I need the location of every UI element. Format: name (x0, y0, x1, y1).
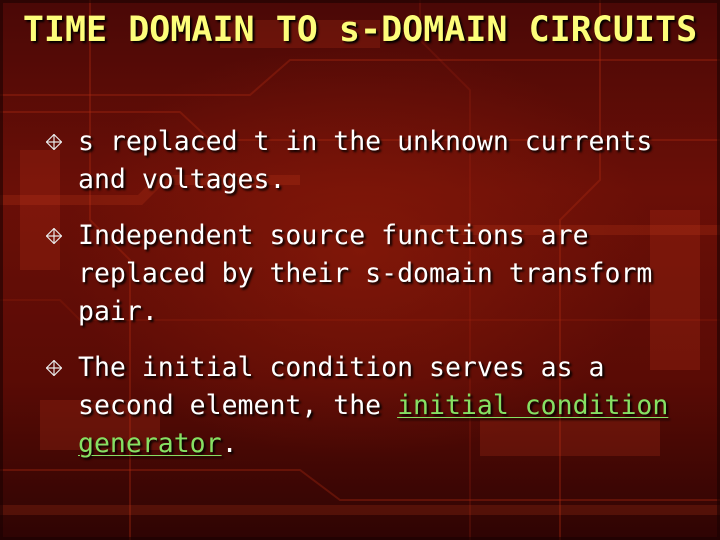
bullet-text-end: . (221, 428, 238, 459)
bullet-item (52, 217, 692, 331)
initial-condition-generator-link[interactable]: initial condition generator (78, 390, 669, 459)
crosshair-diamond-icon (46, 134, 62, 150)
bullet-item (52, 123, 692, 199)
bullet-item (52, 349, 692, 463)
slide-title: TIME DOMAIN TO s-DOMAIN CIRCUITS (22, 10, 698, 50)
bullet-text: Independent source functions are replaced by their s-domain transform pair. (78, 220, 653, 327)
bullet-text: The initial condition serves as a second element, the (78, 352, 605, 421)
crosshair-diamond-icon (46, 228, 62, 244)
bullet-text: s replaced t in the unknown currents and voltages. (78, 126, 653, 195)
crosshair-diamond-icon (46, 360, 62, 376)
bullet-list (52, 123, 692, 463)
